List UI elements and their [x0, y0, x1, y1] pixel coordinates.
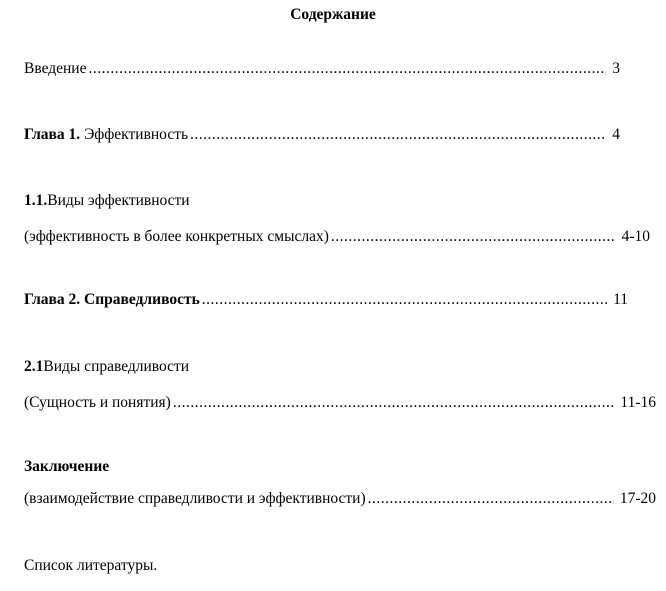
toc-entry-label: (Сущность и понятия)	[24, 394, 171, 411]
toc-entry-label: Введение	[24, 60, 87, 77]
toc-entry-references: Список литературы.	[24, 557, 158, 574]
toc-entry-label: (взаимодействие справедливости и эффективности)	[24, 490, 366, 507]
toc-entry-conclusion-subtitle	[24, 488, 656, 510]
toc-page-number: 11	[613, 291, 628, 308]
document-title: Содержание	[290, 6, 376, 23]
toc-entry-section-2-1-subtitle	[24, 392, 656, 414]
toc-entry-label	[24, 124, 188, 146]
chapter-title: Эффективность	[80, 126, 189, 143]
toc-entry-section-1-1-subtitle	[24, 226, 650, 248]
section-number: 1.1.	[24, 192, 48, 209]
toc-leader-dots	[368, 488, 614, 510]
toc-page-number: 4	[612, 126, 620, 143]
section-number: 2.1	[24, 358, 44, 375]
toc-entry-label: (эффективность в более конкретных смыслах)	[24, 228, 329, 245]
section-title: Виды справедливости	[43, 358, 190, 375]
chapter-number: Глава 1.	[24, 126, 81, 143]
toc-entry-chapter-1	[24, 124, 620, 146]
toc-page-number: 17-20	[619, 490, 656, 507]
toc-entry-introduction	[24, 58, 620, 80]
toc-leader-dots	[190, 124, 606, 146]
toc-entry-chapter-2	[24, 289, 628, 311]
toc-leader-dots	[173, 392, 615, 414]
toc-entry-section-1-1	[24, 190, 190, 212]
toc-leader-dots	[331, 226, 616, 248]
toc-page-number: 3	[612, 60, 620, 77]
toc-entry-conclusion: Заключение	[24, 458, 110, 475]
toc-leader-dots	[202, 289, 607, 311]
section-title: Виды эффективности	[47, 192, 190, 209]
toc-leader-dots	[88, 58, 606, 80]
toc-page-number: 4-10	[621, 228, 650, 245]
toc-page-number: 11-16	[620, 394, 656, 411]
toc-entry-label: Глава 2. Справедливость	[24, 291, 200, 308]
toc-entry-section-2-1	[24, 356, 189, 378]
